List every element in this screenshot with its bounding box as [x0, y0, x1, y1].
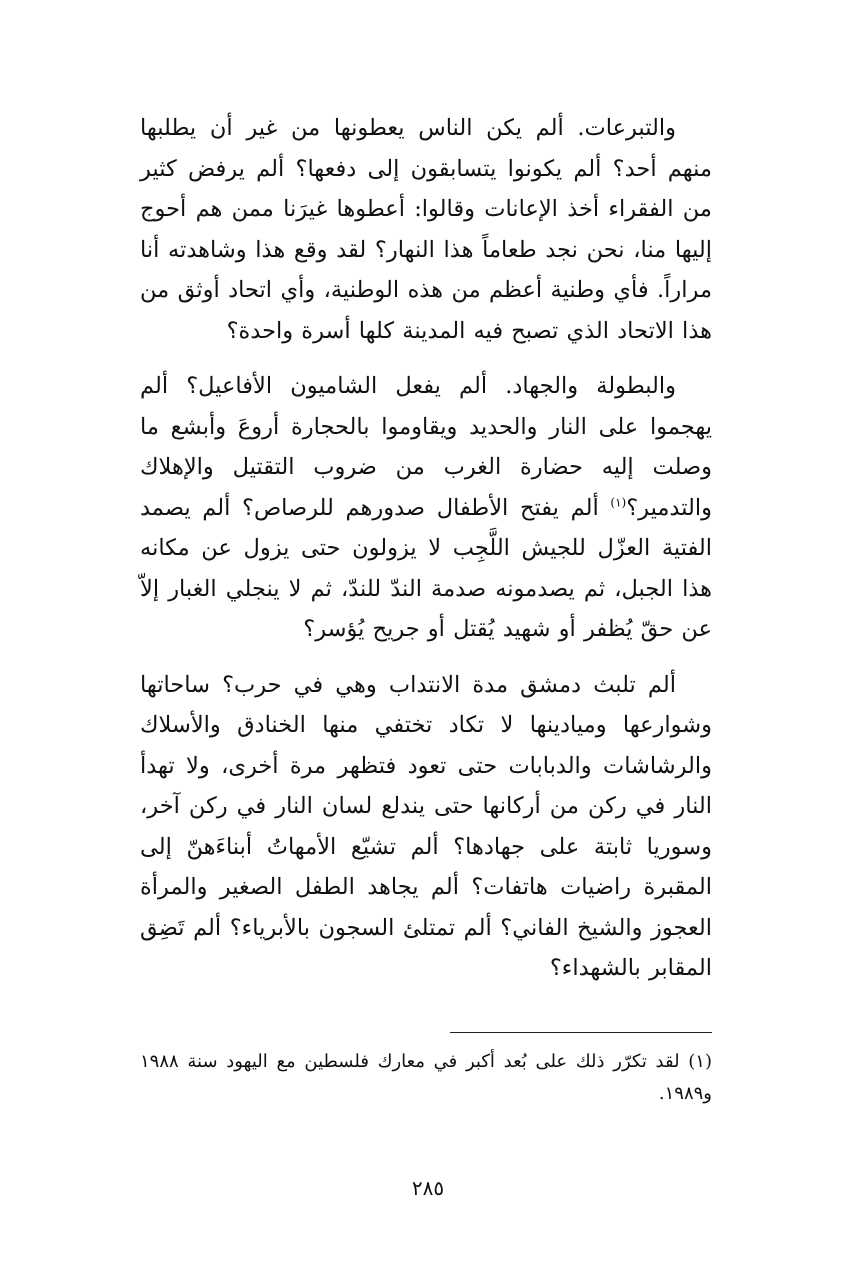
page-body — [140, 108, 712, 1004]
paragraph-1: والتبرعات. ألم يكن الناس يعطونها من غير أن يطلبها منهم أحد؟ ألم يكونوا يتسابقون إلى دفعها؟ ألم يرفض كثير من الفقراء أخذ الإعانات وقالوا: أعطوها غيرَنا ممن هم أحوج إليها منا، نحن نجد طعاماً هذا النهار؟ لقد وقع هذا وشاهدته أنا مراراً. فأي وطنية أعظم من هذه الوطنية، وأي اتحاد أوثق من هذا الاتحاد الذي تصبح فيه المدينة كلها أسرة واحدة؟ — [140, 115, 712, 344]
page-number: ٢٨٥ — [411, 1176, 445, 1200]
paragraph-3: ألم تلبث دمشق مدة الانتداب وهي في حرب؟ ساحاتها وشوارعها وميادينها لا تكاد تختفي منها الخنادق والأسلاك والرشاشات والدبابات حتى تعود فتظهر مرة أخرى، ولا تهدأ النار في ركن من أركانها حتى يندلع لسان النار في ركن آخر، وسوريا ثابتة على جهادها؟ ألم تشيّع الأمهاتُ أبناءَهنّ إلى المقبرة راضيات هاتفات؟ ألم يجاهد الطفل الصغير والمرأة العجوز والشيخ الفاني؟ ألم تمتلئ السجون بالأبرياء؟ ألم تَضِق المقابر بالشهداء؟ — [140, 671, 712, 981]
paragraph-2-text-before-footnote: والبطولة والجهاد. ألم يفعل الشاميون الأفاعيل؟ ألم يهجموا على النار والحديد ويقاوموا بالحجارة أروعَ وأبشع ما وصلت إليه حضارة الغرب من ضروب التقتيل والإهلاك والتدمير؟ — [140, 373, 712, 521]
paragraph-2 — [140, 366, 712, 650]
paragraph-2-text-after-footnote: ألم يفتح الأطفال صدورهم للرصاص؟ ألم يصمد الفتية العزّل للجيش اللَّجِب لا يزولون حتى يزول عن مكانه هذا الجبل، ثم يصدمونه صدمة الندّ للندّ، ثم لا ينجلي الغبار إلاّ عن حقّ يُظفر أو شهيد يُقتل أو جريح يُؤسر؟ — [140, 494, 712, 642]
footnote-1: (١) لقد تكرّر ذلك على بُعد أكبر في معارك فلسطين مع اليهود سنة ١٩٨٨ و١٩٨٩. — [140, 1051, 712, 1104]
footnote-divider — [450, 1032, 712, 1033]
footnote-reference-1[interactable]: (١) — [610, 495, 627, 509]
